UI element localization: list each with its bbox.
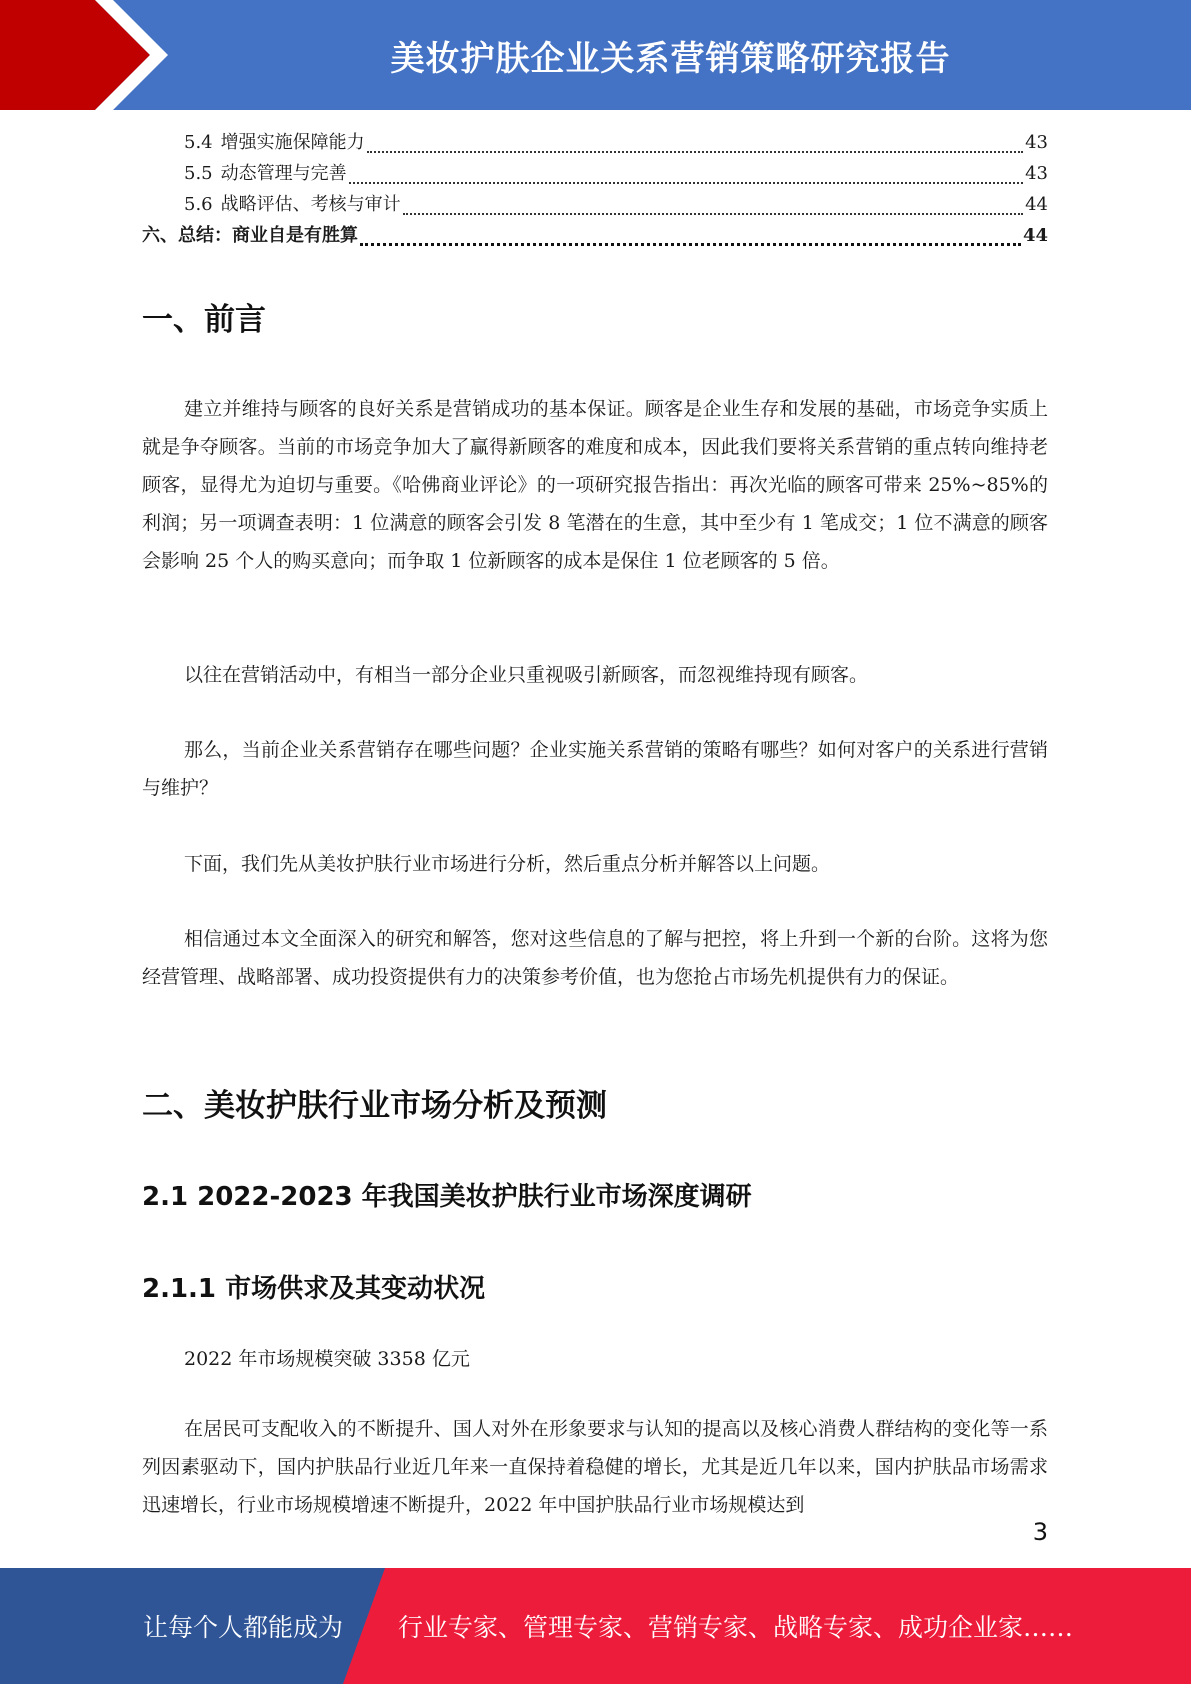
body-paragraph: 2022 年市场规模突破 3358 亿元 — [184, 1348, 470, 1370]
toc-entry-title: 增强实施保障能力 — [220, 132, 365, 153]
body-paragraph: 以往在营销活动中，有相当一部分企业只重视吸引新顾客，而忽视维持现有顾客。 — [184, 664, 869, 686]
toc-entry-title: 战略评估、考核与审计 — [220, 194, 401, 215]
footer-slogan-left: 让每个人都能成为 — [143, 1613, 344, 1642]
page-number: 3 — [1032, 1518, 1048, 1546]
toc-entry-chapter[interactable] — [142, 221, 1048, 252]
toc-leader-dots — [403, 209, 1023, 215]
toc-entry-page: 43 — [1025, 163, 1048, 184]
page-footer — [0, 1568, 1191, 1684]
report-title: 美妆护肤企业关系营销策略研究报告 — [390, 38, 951, 79]
body-paragraph: 下面，我们先从美妆护肤行业市场进行分析，然后重点分析并解答以上问题。 — [184, 853, 831, 875]
toc-entry-number: 5.5 — [184, 163, 213, 184]
toc-entry-page: 44 — [1025, 194, 1048, 215]
toc-entry-number: 5.4 — [184, 132, 213, 153]
body-paragraph: 建立并维持与顾客的良好关系是营销成功的基本保证。顾客是企业生存和发展的基础，市场竞争实质上就是争夺顾客。当前的市场竞争加大了赢得新顾客的难度和成本，因此我们要将关系营销的重点转向维持老顾客，显得尤为迫切与重要。《哈佛商业评论》的一项研究报告指出：再次光临的顾客可带来 25%~85%的利润；另一项调查表明：1 位满意的顾客会引发 8 笔潜在的生意，其中至少有 1 笔成交；1 位不满意的顾客会影响 25 个人的购买意向；而争取 1 位新顾客的成本是保住 1 位老顾客的 5 倍。 — [142, 398, 1048, 572]
toc-leader-dots — [367, 147, 1023, 153]
toc-entry-page: 44 — [1022, 225, 1048, 246]
body-paragraph: 在居民可支配收入的不断提升、国人对外在形象要求与认知的提高以及核心消费人群结构的变化等一系列因素驱动下，国内护肤品行业近几年来一直保持着稳健的增长，尤其是近几年以来，国内护肤品市场需求迅速增长，行业市场规模增速不断提升，2022 年中国护肤品行业市场规模达到 — [142, 1418, 1048, 1516]
body-paragraph: 相信通过本文全面深入的研究和解答，您对这些信息的了解与把控，将上升到一个新的台阶。这将为您经营管理、战略部署、成功投资提供有力的决策参考价值，也为您抢占市场先机提供有力的保证。 — [142, 928, 1048, 988]
toc-leader-dots — [360, 239, 1021, 246]
table-of-contents — [142, 128, 1048, 252]
toc-entry-number: 5.6 — [184, 194, 213, 215]
toc-entry[interactable] — [142, 190, 1048, 221]
toc-entry-page: 43 — [1025, 132, 1048, 153]
toc-entry[interactable] — [142, 128, 1048, 159]
toc-entry-title: 六、总结：商业自是有胜算 — [142, 225, 358, 246]
toc-entry-title: 动态管理与完善 — [220, 163, 347, 184]
section-heading-preface: 一、前言 — [142, 302, 266, 338]
body-paragraph: 那么，当前企业关系营销存在哪些问题？企业实施关系营销的策略有哪些？如何对客户的关系进行营销与维护？ — [142, 739, 1048, 799]
toc-leader-dots — [349, 178, 1023, 184]
page-header — [0, 0, 1191, 110]
toc-entry[interactable] — [142, 159, 1048, 190]
subsection-heading: 2.1 2022-2023 年我国美妆护肤行业市场深度调研 — [142, 1182, 752, 1212]
footer-slogan-right: 行业专家、管理专家、营销专家、战略专家、成功企业家…… — [398, 1613, 1074, 1642]
section-heading-market-analysis: 二、美妆护肤行业市场分析及预测 — [142, 1088, 607, 1124]
subsubsection-heading: 2.1.1 市场供求及其变动状况 — [142, 1274, 486, 1304]
